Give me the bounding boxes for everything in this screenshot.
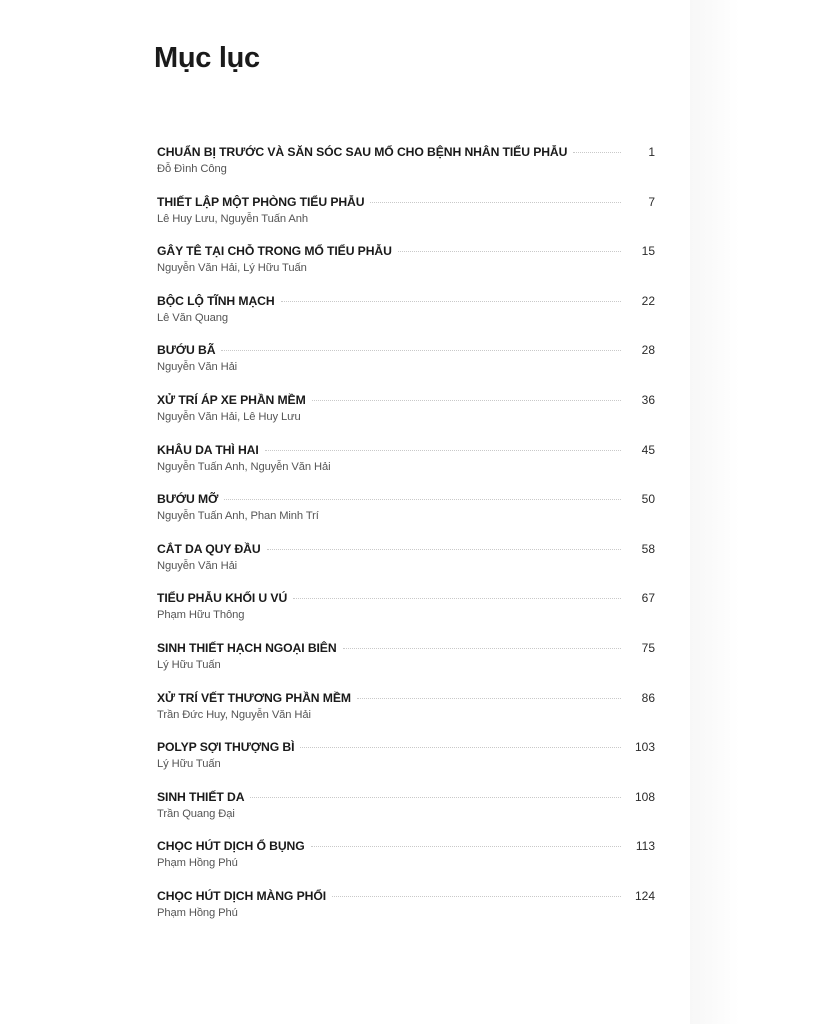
toc-entry-page: 28 xyxy=(641,343,655,358)
toc-entry-page: 45 xyxy=(641,442,655,457)
toc-entry-title: CHỌC HÚT DỊCH MÀNG PHỔI xyxy=(157,888,326,903)
dot-leader xyxy=(311,846,621,847)
toc-entry[interactable] xyxy=(157,542,655,592)
dot-leader xyxy=(332,896,621,897)
toc-entry[interactable] xyxy=(157,393,655,443)
dot-leader xyxy=(221,350,621,351)
toc-entry[interactable] xyxy=(157,443,655,493)
toc-entry-page: 108 xyxy=(634,789,655,804)
toc-entry-title: BƯỚU BÃ xyxy=(157,343,216,358)
dot-leader xyxy=(300,747,621,748)
dot-leader xyxy=(370,202,621,203)
toc-entry-author: Nguyễn Văn Hải, Lê Huy Lưu xyxy=(157,410,301,423)
toc-entry[interactable] xyxy=(157,740,655,790)
toc-entry-title: SINH THIẾT DA xyxy=(157,789,245,804)
dot-leader xyxy=(357,698,621,699)
toc-entry-page: 1 xyxy=(648,145,655,159)
dot-leader xyxy=(224,499,621,500)
toc-entry-author: Nguyễn Tuấn Anh, Nguyễn Văn Hải xyxy=(157,460,331,473)
toc-entry-title: SINH THIẾT HẠCH NGOẠI BIÊN xyxy=(157,640,337,655)
toc-entry-author: Phạm Hữu Thông xyxy=(157,609,245,622)
toc-entry-page: 103 xyxy=(634,740,655,755)
dot-leader xyxy=(343,648,621,649)
toc-entry[interactable] xyxy=(157,790,655,840)
toc-entry-page: 124 xyxy=(634,888,655,903)
toc-entry-author: Lê Văn Quang xyxy=(157,311,228,324)
toc-entry-author: Nguyễn Tuấn Anh, Phan Minh Trí xyxy=(157,510,319,523)
dot-leader xyxy=(398,251,621,252)
toc-entry[interactable] xyxy=(157,145,655,195)
toc-entry[interactable] xyxy=(157,591,655,641)
dot-leader xyxy=(573,152,621,153)
dot-leader xyxy=(250,797,621,798)
toc-entry-author: Nguyễn Văn Hải xyxy=(157,559,238,572)
toc-entry[interactable] xyxy=(157,641,655,691)
toc-entry-title: BƯỚU MỠ xyxy=(157,492,219,507)
toc-entry-author: Đỗ Đình Công xyxy=(157,163,227,175)
toc-entry-author: Nguyễn Văn Hải, Lý Hữu Tuấn xyxy=(157,262,307,275)
toc-entry-title: BỘC LỘ TĨNH MẠCH xyxy=(157,293,275,308)
table-of-contents xyxy=(157,145,655,939)
toc-entry-page: 58 xyxy=(641,541,655,556)
toc-entry-title: POLYP SỢI THƯỢNG BÌ xyxy=(157,740,295,755)
dot-leader xyxy=(265,450,621,451)
toc-entry-author: Lý Hữu Tuấn xyxy=(157,658,221,671)
toc-entry-author: Lê Huy Lưu, Nguyễn Tuấn Anh xyxy=(157,212,308,225)
toc-entry-title: KHÂU DA THÌ HAI xyxy=(157,442,259,457)
page-title: Mục lục xyxy=(154,42,260,74)
toc-entry[interactable] xyxy=(157,195,655,245)
toc-entry-title: CHỌC HÚT DỊCH Ổ BỤNG xyxy=(157,839,305,854)
toc-entry-title: TIỂU PHẪU KHỐI U VÚ xyxy=(157,591,288,606)
toc-entry-title: XỬ TRÍ ÁP XE PHẦN MỀM xyxy=(157,392,306,407)
dot-leader xyxy=(267,549,621,550)
dot-leader xyxy=(281,301,621,302)
toc-entry-page: 15 xyxy=(641,244,655,259)
toc-entry-page: 113 xyxy=(635,839,655,854)
toc-entry-page: 50 xyxy=(641,492,655,507)
toc-entry-page: 22 xyxy=(641,293,655,308)
toc-entry-author: Phạm Hồng Phú xyxy=(157,857,238,870)
toc-entry-page: 36 xyxy=(641,392,655,407)
toc-entry-author: Phạm Hồng Phú xyxy=(157,906,238,919)
toc-entry[interactable] xyxy=(157,889,655,939)
toc-entry[interactable] xyxy=(157,343,655,393)
toc-entry-title: CẮT DA QUY ĐẦU xyxy=(157,541,261,556)
toc-entry-title: THIẾT LẬP MỘT PHÒNG TIỂU PHẪU xyxy=(157,194,365,209)
toc-entry[interactable] xyxy=(157,244,655,294)
toc-entry[interactable] xyxy=(157,839,655,889)
toc-entry-page: 7 xyxy=(648,194,655,209)
toc-entry[interactable] xyxy=(157,492,655,542)
toc-entry-author: Nguyễn Văn Hải xyxy=(157,361,238,374)
toc-entry[interactable] xyxy=(157,691,655,741)
toc-entry-author: Lý Hữu Tuấn xyxy=(157,758,221,771)
toc-entry-title: GÂY TÊ TẠI CHỖ TRONG MỔ TIỂU PHẪU xyxy=(157,244,392,259)
toc-entry-page: 86 xyxy=(641,690,655,705)
dot-leader xyxy=(293,598,621,599)
toc-entry[interactable] xyxy=(157,294,655,344)
toc-entry-title: CHUẨN BỊ TRƯỚC VÀ SĂN SÓC SAU MỔ CHO BỆNH NHÂN TIỂU PHẪU xyxy=(157,145,568,159)
toc-entry-title: XỬ TRÍ VẾT THƯƠNG PHẦN MỀM xyxy=(157,690,351,705)
toc-entry-page: 75 xyxy=(641,640,655,655)
page-edge-shadow xyxy=(690,0,814,1024)
toc-entry-author: Trần Quang Đại xyxy=(157,807,235,820)
dot-leader xyxy=(312,400,621,401)
toc-entry-page: 67 xyxy=(641,591,655,606)
toc-entry-author: Trần Đức Huy, Nguyễn Văn Hải xyxy=(157,708,311,721)
